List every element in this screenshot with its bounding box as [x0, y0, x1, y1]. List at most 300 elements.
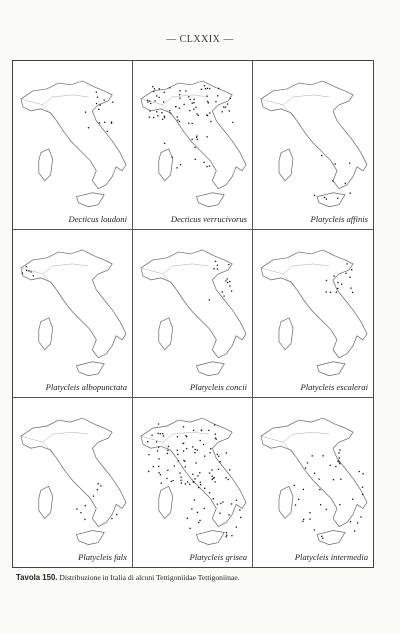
- occurrence-dot: [186, 448, 187, 449]
- coastline: [39, 149, 53, 181]
- occurrence-dot: [177, 450, 178, 451]
- map-panel: [13, 230, 133, 399]
- occurrence-dot: [204, 456, 205, 457]
- occurrence-dot: [323, 455, 324, 456]
- coastline: [196, 361, 224, 375]
- occurrence-dot: [350, 193, 351, 194]
- occurrence-dot: [333, 275, 334, 276]
- occurrence-dot: [157, 451, 158, 452]
- occurrence-dot: [196, 113, 197, 114]
- species-label: Platycleis escalerai: [300, 382, 368, 393]
- coastline: [261, 250, 367, 358]
- occurrence-dot: [156, 95, 157, 96]
- italy-map: [253, 230, 373, 398]
- italy-map: [13, 398, 132, 567]
- occurrence-dot: [154, 88, 155, 89]
- occurrence-dot: [195, 159, 196, 160]
- occurrence-dot: [302, 521, 303, 522]
- occurrence-dot: [179, 108, 180, 109]
- occurrence-dot: [215, 482, 216, 483]
- map-panel: [13, 398, 133, 567]
- occurrence-dot: [147, 441, 148, 442]
- occurrence-dot: [345, 183, 346, 184]
- occurrence-dot: [321, 536, 322, 537]
- coastline: [21, 81, 126, 189]
- occurrence-dot: [192, 139, 193, 140]
- coastline: [21, 250, 126, 358]
- occurrence-dot: [164, 143, 165, 144]
- occurrence-dot: [179, 94, 180, 95]
- occurrence-dot: [351, 269, 352, 270]
- occurrence-dot: [223, 106, 224, 107]
- occurrence-dot: [158, 447, 159, 448]
- italy-map: [133, 61, 252, 229]
- occurrence-dot: [116, 514, 117, 515]
- occurrence-dot: [149, 117, 150, 118]
- occurrence-dot: [98, 109, 99, 110]
- occurrence-dot: [172, 157, 173, 158]
- occurrence-dot: [157, 433, 158, 434]
- occurrence-dot: [239, 510, 240, 511]
- occurrence-dot: [326, 279, 327, 280]
- occurrence-dot: [100, 486, 101, 487]
- occurrence-dot: [164, 92, 165, 93]
- occurrence-dot: [194, 500, 195, 501]
- occurrence-dot: [222, 111, 223, 112]
- occurrence-dot: [229, 110, 230, 111]
- species-label: Decticus loudoni: [68, 213, 127, 224]
- occurrence-dot: [321, 155, 322, 156]
- occurrence-dot: [159, 88, 160, 89]
- occurrence-dot: [198, 487, 199, 488]
- occurrence-dot: [208, 102, 209, 103]
- occurrence-dot: [217, 264, 218, 265]
- species-label: Platycleis intermedia: [294, 552, 368, 563]
- region-border: [141, 432, 208, 458]
- occurrence-dot: [226, 477, 227, 478]
- occurrence-dot: [314, 473, 315, 474]
- occurrence-dot: [154, 100, 155, 101]
- occurrence-dot: [201, 89, 202, 90]
- occurrence-dot: [218, 469, 219, 470]
- occurrence-dot: [294, 485, 295, 486]
- occurrence-dot: [326, 291, 327, 292]
- occurrence-dot: [190, 528, 191, 529]
- occurrence-dot: [362, 494, 363, 495]
- occurrence-dot: [99, 122, 100, 123]
- occurrence-dot: [204, 85, 205, 86]
- occurrence-dot: [181, 483, 182, 484]
- occurrence-dot: [215, 260, 216, 261]
- coastline: [141, 250, 246, 358]
- occurrence-dot: [96, 103, 97, 104]
- occurrence-dot: [303, 519, 304, 520]
- coastline: [141, 418, 246, 526]
- coastline: [196, 531, 224, 545]
- occurrence-dot: [164, 116, 165, 117]
- occurrence-dot: [147, 100, 148, 101]
- occurrence-dot: [228, 264, 229, 265]
- occurrence-dot: [352, 499, 353, 500]
- coastline: [279, 149, 293, 181]
- occurrence-dot: [209, 88, 210, 89]
- occurrence-dot: [93, 496, 94, 497]
- occurrence-dot: [363, 473, 364, 474]
- occurrence-dot: [97, 489, 98, 490]
- occurrence-dot: [150, 103, 151, 104]
- map-panel: [133, 230, 253, 399]
- occurrence-dot: [177, 454, 178, 455]
- occurrence-dot: [230, 98, 231, 99]
- occurrence-dot: [148, 454, 149, 455]
- occurrence-dot: [179, 473, 180, 474]
- occurrence-dot: [183, 104, 184, 105]
- region-border: [21, 264, 88, 290]
- occurrence-dot: [209, 473, 210, 474]
- occurrence-dot: [169, 110, 170, 111]
- occurrence-dot: [162, 119, 163, 120]
- coastline: [196, 193, 224, 207]
- coastline: [317, 361, 345, 375]
- occurrence-dot: [157, 115, 158, 116]
- occurrence-dot: [180, 164, 181, 165]
- occurrence-dot: [197, 450, 198, 451]
- occurrence-dot: [229, 285, 230, 286]
- occurrence-dot: [218, 88, 219, 89]
- italy-map: [13, 61, 132, 229]
- occurrence-dot: [330, 465, 331, 466]
- occurrence-dot: [149, 100, 150, 101]
- occurrence-dot: [191, 509, 192, 510]
- occurrence-dot: [231, 504, 232, 505]
- occurrence-dot: [76, 509, 77, 510]
- occurrence-dot: [26, 269, 27, 270]
- occurrence-dot: [226, 536, 227, 537]
- coastline: [261, 418, 367, 526]
- occurrence-dot: [227, 282, 228, 283]
- occurrence-dot: [333, 479, 334, 480]
- occurrence-dot: [172, 480, 173, 481]
- species-label: Platycleis concii: [189, 382, 247, 393]
- occurrence-dot: [199, 520, 200, 521]
- occurrence-dot: [162, 433, 163, 434]
- occurrence-dot: [309, 512, 310, 513]
- occurrence-dot: [320, 504, 321, 505]
- occurrence-dot: [152, 86, 153, 87]
- occurrence-dot: [170, 112, 171, 113]
- occurrence-dot: [88, 127, 89, 128]
- region-border: [261, 432, 329, 458]
- occurrence-dot: [359, 471, 360, 472]
- occurrence-dot: [177, 116, 178, 117]
- occurrence-dot: [324, 197, 325, 198]
- occurrence-dot: [195, 449, 196, 450]
- occurrence-dot: [225, 280, 226, 281]
- occurrence-dot: [187, 518, 188, 519]
- occurrence-dot: [209, 452, 210, 453]
- occurrence-dot: [183, 451, 184, 452]
- occurrence-dot: [307, 463, 308, 464]
- occurrence-dot: [357, 523, 358, 524]
- occurrence-dot: [212, 476, 213, 477]
- region-border: [21, 95, 88, 121]
- occurrence-dot: [26, 266, 27, 267]
- occurrence-dot: [209, 165, 210, 166]
- occurrence-dot: [167, 453, 168, 454]
- occurrence-dot: [207, 88, 208, 89]
- occurrence-dot: [201, 430, 202, 431]
- caption-lead: Tavola 150.: [16, 573, 58, 582]
- occurrence-dot: [226, 535, 227, 536]
- occurrence-dot: [337, 198, 338, 199]
- occurrence-dot: [190, 99, 191, 100]
- occurrence-dot: [346, 263, 347, 264]
- occurrence-dot: [222, 291, 223, 292]
- region-border: [141, 264, 208, 290]
- occurrence-dot: [195, 107, 196, 108]
- occurrence-dot: [354, 531, 355, 532]
- occurrence-dot: [177, 119, 178, 120]
- occurrence-dot: [30, 271, 31, 272]
- occurrence-dot: [175, 106, 176, 107]
- region-border: [21, 432, 88, 458]
- occurrence-dot: [225, 107, 226, 108]
- occurrence-dot: [213, 268, 214, 269]
- italy-map: [13, 230, 132, 398]
- occurrence-dot: [163, 101, 164, 102]
- occurrence-dot: [232, 122, 233, 123]
- occurrence-dot: [229, 281, 230, 282]
- occurrence-dot: [218, 456, 219, 457]
- occurrence-dot: [112, 102, 113, 103]
- occurrence-dot: [206, 166, 207, 167]
- occurrence-dot: [156, 111, 157, 112]
- occurrence-dot: [107, 131, 108, 132]
- occurrence-dot: [161, 483, 162, 484]
- occurrence-dot: [226, 532, 227, 533]
- occurrence-dot: [85, 111, 86, 112]
- occurrence-dot: [210, 448, 211, 449]
- occurrence-dot: [203, 444, 204, 445]
- coastline: [317, 193, 345, 207]
- occurrence-dot: [197, 512, 198, 513]
- occurrence-dot: [208, 430, 209, 431]
- occurrence-dot: [176, 167, 177, 168]
- occurrence-dot: [362, 487, 363, 488]
- occurrence-dot: [166, 478, 167, 479]
- occurrence-dot: [227, 103, 228, 104]
- occurrence-dot: [303, 489, 304, 490]
- occurrence-dot: [231, 535, 232, 536]
- distribution-plate: [12, 60, 374, 568]
- occurrence-dot: [228, 515, 229, 516]
- occurrence-dot: [196, 137, 197, 138]
- species-label: Platycleis albopunctata: [45, 382, 127, 393]
- occurrence-dot: [217, 268, 218, 269]
- map-panel: [253, 398, 373, 567]
- occurrence-dot: [337, 461, 338, 462]
- occurrence-dot: [189, 110, 190, 111]
- occurrence-dot: [204, 488, 205, 489]
- occurrence-dot: [193, 430, 194, 431]
- occurrence-dot: [182, 443, 183, 444]
- occurrence-dot: [158, 472, 159, 473]
- occurrence-dot: [151, 435, 152, 436]
- occurrence-dot: [192, 123, 193, 124]
- occurrence-dot: [295, 505, 296, 506]
- occurrence-dot: [22, 272, 23, 273]
- occurrence-dot: [194, 479, 195, 480]
- occurrence-dot: [203, 162, 204, 163]
- coastline: [317, 531, 345, 545]
- occurrence-dot: [223, 295, 224, 296]
- occurrence-dot: [326, 509, 327, 510]
- occurrence-dot: [158, 424, 159, 425]
- occurrence-dot: [330, 291, 331, 292]
- occurrence-dot: [339, 450, 340, 451]
- occurrence-dot: [196, 135, 197, 136]
- region-border: [141, 95, 208, 121]
- occurrence-dot: [337, 282, 338, 283]
- occurrence-dot: [219, 513, 220, 514]
- species-label: Decticus verrucivorus: [170, 213, 247, 224]
- occurrence-dot: [213, 498, 214, 499]
- occurrence-dot: [341, 283, 342, 284]
- occurrence-dot: [171, 481, 172, 482]
- occurrence-dot: [219, 461, 220, 462]
- occurrence-dot: [312, 456, 313, 457]
- species-label: Platycleis grisea: [189, 552, 247, 563]
- map-panel: [133, 61, 253, 230]
- occurrence-dot: [214, 425, 215, 426]
- occurrence-dot: [33, 275, 34, 276]
- occurrence-dot: [163, 436, 164, 437]
- occurrence-dot: [207, 101, 208, 102]
- occurrence-dot: [335, 466, 336, 467]
- occurrence-dot: [153, 117, 154, 118]
- occurrence-dot: [149, 110, 150, 111]
- occurrence-dot: [97, 97, 98, 98]
- occurrence-dot: [111, 518, 112, 519]
- occurrence-dot: [314, 195, 315, 196]
- occurrence-dot: [148, 471, 149, 472]
- occurrence-dot: [339, 463, 340, 464]
- occurrence-dot: [345, 272, 346, 273]
- occurrence-dot: [85, 505, 86, 506]
- occurrence-dot: [153, 91, 154, 92]
- occurrence-dot: [193, 482, 194, 483]
- occurrence-dot: [339, 458, 340, 459]
- occurrence-dot: [179, 98, 180, 99]
- occurrence-dot: [167, 470, 168, 471]
- occurrence-dot: [349, 162, 350, 163]
- occurrence-dot: [195, 463, 196, 464]
- occurrence-dot: [177, 436, 178, 437]
- occurrence-dot: [147, 101, 148, 102]
- occurrence-dot: [215, 101, 216, 102]
- occurrence-dot: [236, 500, 237, 501]
- occurrence-dot: [160, 433, 161, 434]
- occurrence-dot: [339, 462, 340, 463]
- coastline: [159, 487, 173, 519]
- map-panel: [253, 61, 373, 230]
- region-border: [261, 95, 329, 121]
- occurrence-dot: [193, 99, 194, 100]
- occurrence-dot: [197, 476, 198, 477]
- occurrence-dot: [209, 112, 210, 113]
- italy-map: [253, 398, 373, 567]
- occurrence-dot: [298, 499, 299, 500]
- occurrence-dot: [228, 479, 229, 480]
- occurrence-dot: [209, 299, 210, 300]
- occurrence-dot: [350, 521, 351, 522]
- occurrence-dot: [160, 474, 161, 475]
- occurrence-dot: [183, 460, 184, 461]
- occurrence-dot: [192, 474, 193, 475]
- plate-caption: [16, 573, 386, 582]
- occurrence-dot: [216, 439, 217, 440]
- coastline: [39, 317, 53, 349]
- coastline: [261, 81, 367, 189]
- occurrence-dot: [335, 163, 336, 164]
- caption-text: Distribuzione in Italia di alcuni Tettigoniidae Tettigoniinae.: [57, 573, 240, 582]
- occurrence-dot: [158, 466, 159, 467]
- occurrence-dot: [338, 453, 339, 454]
- occurrence-dot: [227, 278, 228, 279]
- occurrence-dot: [192, 447, 193, 448]
- occurrence-dot: [305, 468, 306, 469]
- page-number: — CLXXIX —: [166, 34, 234, 45]
- occurrence-dot: [183, 426, 184, 427]
- occurrence-dot: [193, 109, 194, 110]
- occurrence-dot: [332, 180, 333, 181]
- occurrence-dot: [185, 435, 186, 436]
- species-label: Platycleis falx: [78, 552, 127, 563]
- occurrence-dot: [240, 517, 241, 518]
- occurrence-dot: [84, 519, 85, 520]
- occurrence-dot: [179, 90, 180, 91]
- occurrence-dot: [153, 466, 154, 467]
- occurrence-dot: [164, 117, 165, 118]
- occurrence-dot: [181, 477, 182, 478]
- coastline: [159, 317, 173, 349]
- occurrence-dot: [217, 504, 218, 505]
- italy-map: [253, 61, 373, 229]
- occurrence-dot: [167, 450, 168, 451]
- occurrence-dot: [185, 90, 186, 91]
- occurrence-dot: [206, 96, 207, 97]
- occurrence-dot: [350, 287, 351, 288]
- occurrence-dot: [178, 461, 179, 462]
- occurrence-dot: [229, 470, 230, 471]
- occurrence-dot: [217, 454, 218, 455]
- occurrence-dot: [220, 503, 221, 504]
- occurrence-dot: [231, 290, 232, 291]
- occurrence-dot: [339, 504, 340, 505]
- occurrence-dot: [318, 479, 319, 480]
- occurrence-dot: [111, 122, 112, 123]
- occurrence-dot: [200, 482, 201, 483]
- occurrence-dot: [319, 489, 320, 490]
- occurrence-dot: [104, 122, 105, 123]
- coastline: [76, 361, 104, 375]
- coastline: [21, 418, 126, 526]
- occurrence-dot: [214, 477, 215, 478]
- occurrence-dot: [206, 136, 207, 137]
- map-panel: [13, 61, 133, 230]
- occurrence-dot: [340, 479, 341, 480]
- occurrence-dot: [188, 96, 189, 97]
